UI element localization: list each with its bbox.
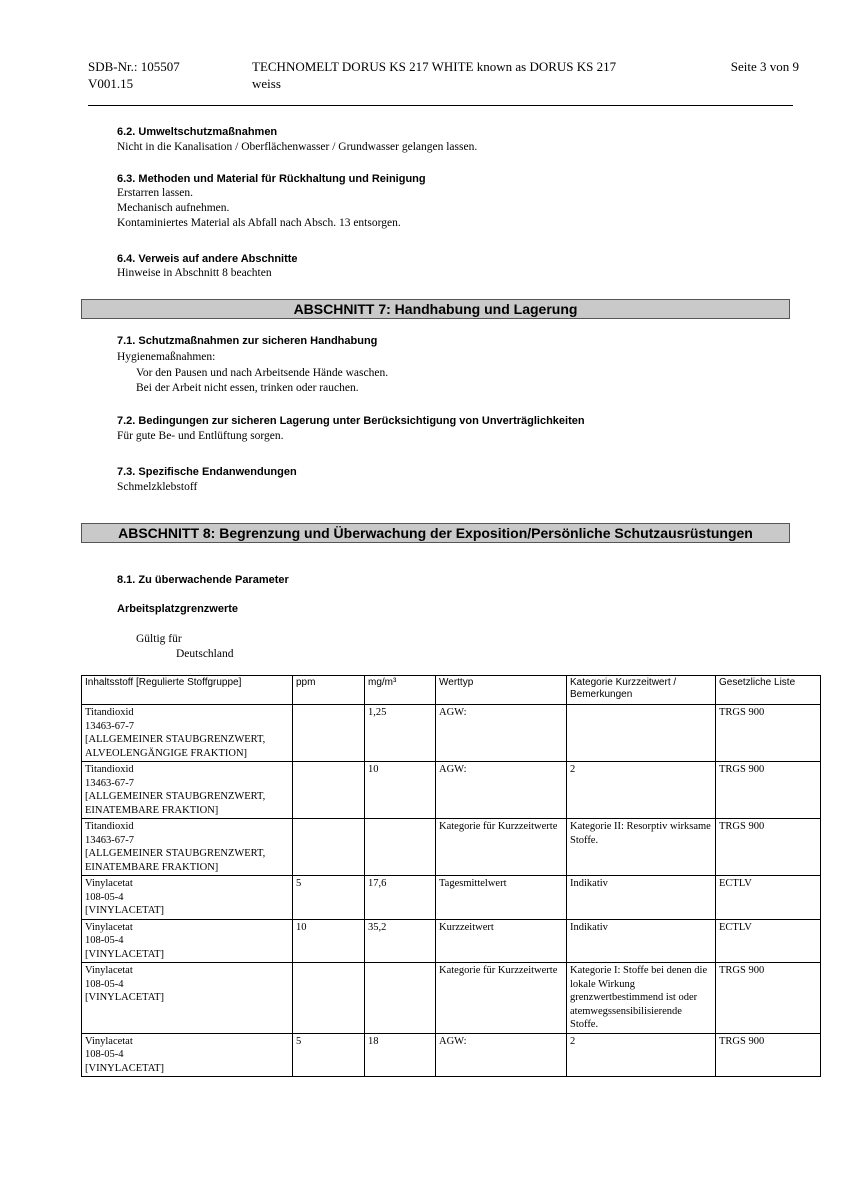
section-7-1-title: 7.1. Schutzmaßnahmen zur sicheren Handhabung [117, 335, 378, 347]
cell-ppm [293, 819, 365, 876]
cell-ppm [293, 963, 365, 1034]
table-row [82, 705, 821, 762]
cell-category: Kategorie I: Stoffe bei denen die lokale Wirkung grenzwertbestimmend ist oder atemwegssensibilisierende Stoffe. [567, 963, 716, 1034]
section-8-1-subtitle: Arbeitsplatzgrenzwerte [117, 603, 239, 615]
column-header-legal-list: Gesetzliche Liste [716, 676, 821, 705]
cell-ingredient: Vinylacetat 108-05-4 [VINYLACETAT] [82, 963, 293, 1034]
section-6-2-text: Nicht in die Kanalisation / Oberflächenwasser / Grundwasser gelangen lassen. [117, 141, 478, 153]
section-6-3-title: 6.3. Methoden und Material für Rückhaltung und Reinigung [117, 173, 426, 185]
cell-ppm: 5 [293, 876, 365, 920]
cell-ingredient: Titandioxid 13463-67-7 [ALLGEMEINER STAUBGRENZWERT, EINATEMBARE FRAKTION] [82, 762, 293, 819]
section-6-2-title: 6.2. Umweltschutzmaßnahmen [117, 126, 278, 138]
cell-legal-list: TRGS 900 [716, 819, 821, 876]
cell-mgm3: 35,2 [365, 919, 436, 963]
cell-ingredient: Vinylacetat 108-05-4 [VINYLACETAT] [82, 919, 293, 963]
section-7-3-text: Schmelzklebstoff [117, 481, 198, 493]
section-8-heading: ABSCHNITT 8: Begrenzung und Überwachung der Exposition/Persönliche Schutzausrüstungen [81, 523, 790, 543]
cell-mgm3 [365, 819, 436, 876]
column-header-category: Kategorie Kurzzeitwert / Bemerkungen [567, 676, 716, 705]
cell-value-type: Kurzzeitwert [436, 919, 567, 963]
table-row [82, 762, 821, 819]
cell-mgm3: 1,25 [365, 705, 436, 762]
section-6-3-line: Erstarren lassen. [117, 187, 193, 199]
document-number: SDB-Nr.: 105507 V001.15 [88, 59, 180, 91]
section-7-2-title: 7.2. Bedingungen zur sicheren Lagerung unter Berücksichtigung von Unverträglichkeiten [117, 415, 585, 427]
cell-ingredient: Vinylacetat 108-05-4 [VINYLACETAT] [82, 876, 293, 920]
product-name: TECHNOMELT DORUS KS 217 WHITE known as DORUS KS 217 weiss [252, 59, 617, 91]
cell-category: Kategorie II: Resorptiv wirksame Stoffe. [567, 819, 716, 876]
column-header-ppm: ppm [293, 676, 365, 705]
cell-mgm3: 10 [365, 762, 436, 819]
table-row [82, 919, 821, 963]
cell-legal-list: ECTLV [716, 876, 821, 920]
table-row [82, 819, 821, 876]
section-7-1-line: Bei der Arbeit nicht essen, trinken oder rauchen. [136, 382, 359, 394]
cell-ingredient: Titandioxid 13463-67-7 [ALLGEMEINER STAUBGRENZWERT, EINATEMBARE FRAKTION] [82, 819, 293, 876]
cell-mgm3 [365, 963, 436, 1034]
page-number: Seite 3 von 9 [730, 59, 799, 74]
exposure-limits-table [81, 675, 821, 1077]
table-header-row [82, 676, 821, 705]
column-header-ingredient: Inhaltsstoff [Regulierte Stoffgruppe] [82, 676, 293, 705]
cell-value-type: AGW: [436, 1033, 567, 1077]
header-divider [88, 105, 793, 106]
section-6-4-title: 6.4. Verweis auf andere Abschnitte [117, 253, 298, 265]
cell-category: 2 [567, 762, 716, 819]
cell-value-type: Tagesmittelwert [436, 876, 567, 920]
section-7-heading: ABSCHNITT 7: Handhabung und Lagerung [81, 299, 790, 319]
section-7-2-text: Für gute Be- und Entlüftung sorgen. [117, 430, 284, 442]
cell-legal-list: TRGS 900 [716, 963, 821, 1034]
cell-category: Indikativ [567, 876, 716, 920]
cell-value-type: Kategorie für Kurzzeitwerte [436, 963, 567, 1034]
cell-value-type: Kategorie für Kurzzeitwerte [436, 819, 567, 876]
cell-ppm: 10 [293, 919, 365, 963]
section-6-4-text: Hinweise in Abschnitt 8 beachten [117, 267, 272, 279]
cell-legal-list: ECTLV [716, 919, 821, 963]
cell-value-type: AGW: [436, 705, 567, 762]
section-7-3-title: 7.3. Spezifische Endanwendungen [117, 466, 297, 478]
cell-legal-list: TRGS 900 [716, 1033, 821, 1077]
table-row [82, 876, 821, 920]
section-7-1-line: Vor den Pausen und nach Arbeitsende Hände waschen. [136, 367, 389, 379]
column-header-mgm3: mg/m³ [365, 676, 436, 705]
cell-mgm3: 18 [365, 1033, 436, 1077]
valid-for-label: Gültig für [136, 633, 182, 645]
cell-category: 2 [567, 1033, 716, 1077]
section-6-3-line: Kontaminiertes Material als Abfall nach Absch. 13 entsorgen. [117, 217, 401, 229]
valid-country: Deutschland [176, 648, 234, 660]
column-header-value-type: Werttyp [436, 676, 567, 705]
cell-ingredient: Titandioxid 13463-67-7 [ALLGEMEINER STAUBGRENZWERT, ALVEOLENGÄNGIGE FRAKTION] [82, 705, 293, 762]
cell-value-type: AGW: [436, 762, 567, 819]
section-8-1-title: 8.1. Zu überwachende Parameter [117, 574, 289, 586]
section-7-1-intro: Hygienemaßnahmen: [117, 351, 216, 363]
cell-category [567, 705, 716, 762]
cell-legal-list: TRGS 900 [716, 705, 821, 762]
cell-category: Indikativ [567, 919, 716, 963]
cell-mgm3: 17,6 [365, 876, 436, 920]
cell-legal-list: TRGS 900 [716, 762, 821, 819]
table-row [82, 1033, 821, 1077]
cell-ppm [293, 705, 365, 762]
table-row [82, 963, 821, 1034]
page-header [88, 58, 799, 106]
section-6-3-line: Mechanisch aufnehmen. [117, 202, 230, 214]
cell-ingredient: Vinylacetat 108-05-4 [VINYLACETAT] [82, 1033, 293, 1077]
cell-ppm: 5 [293, 1033, 365, 1077]
cell-ppm [293, 762, 365, 819]
